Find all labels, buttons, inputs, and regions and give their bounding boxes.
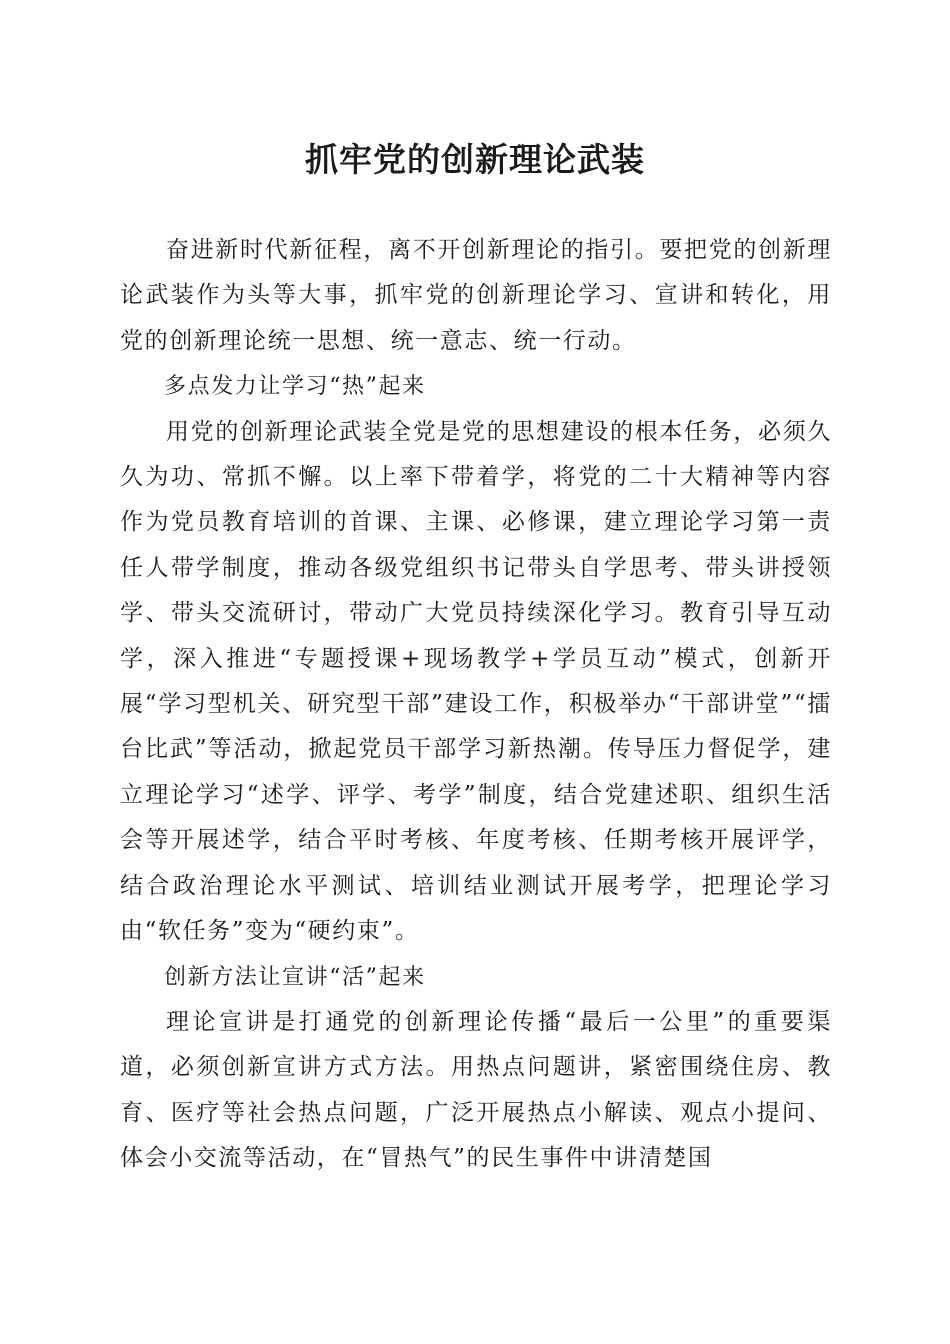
intro-paragraph: 奋进新时代新征程，离不开创新理论的指引。要把党的创新理论武装作为头等大事，抓牢党的创新理论学习、宣讲和转化，用党的创新理论统一思想、统一意志、统一行动。 xyxy=(120,237,832,354)
lecture-paragraph: 理论宣讲是打通党的创新理论传播“最后一公里”的重要渠道，必须创新宣讲方式方法。用热点问题讲，紧密围绕住房、教育、医疗等社会热点问题，广泛开展热点小解读、观点小提问、体会小交流等活动，在“冒热气”的民生事件中讲清楚国 xyxy=(120,1008,832,1172)
section-heading-lecture: 创新方法让宣讲“活”起来 xyxy=(164,964,426,990)
document-body xyxy=(120,228,832,1182)
section-heading-study: 多点发力让学习“热”起来 xyxy=(164,374,426,400)
study-paragraph: 用党的创新理论武装全党是党的思想建设的根本任务，必须久久为功、常抓不懈。以上率下带着学，将党的二十大精神等内容作为党员教育培训的首课、主课、必修课，建立理论学习第一责任人带学制度，推动各级党组织书记带头自学思考、带头讲授领学、带头交流研讨，带动广大党员持续深化学习。教育引导互动学，深入推进“专题授课+现场教学+学员互动”模式，创新开展“学习型机关、研究型干部”建设工作，积极举办“干部讲堂”“擂台比武”等活动，掀起党员干部学习新热潮。传导压力督促学，建立理论学习“述学、评学、考学”制度，结合党建述职、组织生活会等开展述学，结合平时考核、年度考核、任期考核开展评学，结合政治理论水平测试、培训结业测试开展考学，把理论学习由“软任务”变为“硬约束”。 xyxy=(120,418,832,945)
document-title: 抓牢党的创新理论武装 xyxy=(305,140,645,179)
